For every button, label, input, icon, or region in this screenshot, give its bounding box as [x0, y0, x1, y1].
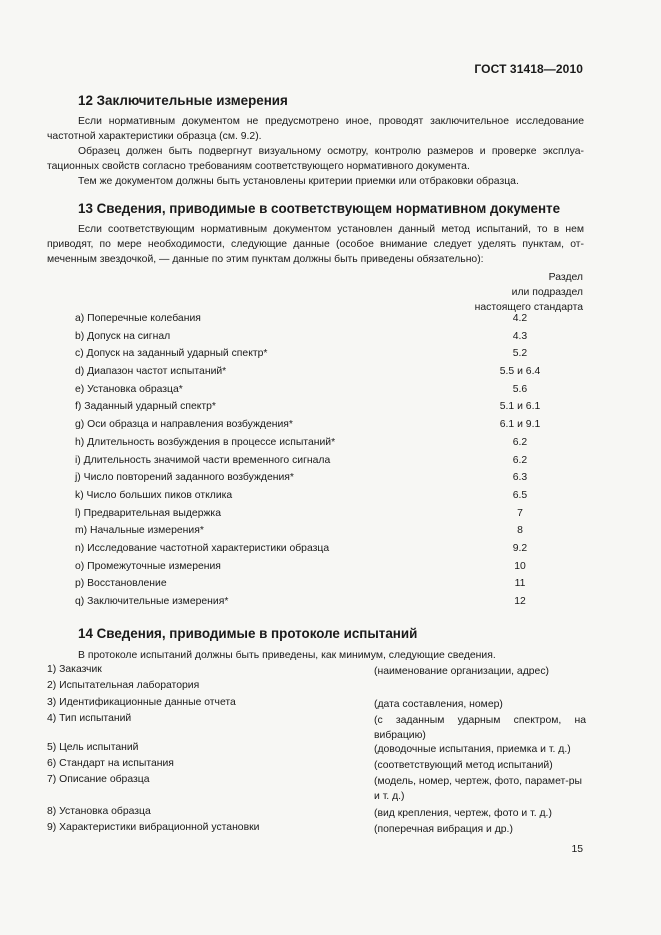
paragraph: Образец должен быть подвергнут визуальному осмотру, контролю размеров и проверке эксплуа-тационных свойств согласно требованиям соответствующего нормативного документа. — [47, 146, 584, 172]
protocol-item-note: (доводочные испытания, приемка и т. д.) — [374, 744, 571, 755]
protocol-item-label: 9) Характеристики вибрационной установки — [47, 822, 260, 833]
list-item — [75, 348, 550, 366]
item-label: q) Заключительные измерения* — [75, 596, 229, 607]
protocol-item-note: (соответствующий метод испытаний) — [374, 760, 553, 771]
list-item — [47, 697, 587, 713]
list-item — [75, 525, 550, 543]
item-label: h) Длительность возбуждения в процессе испытаний* — [75, 436, 336, 448]
column-header-line: или подраздел — [511, 287, 583, 298]
list-item — [75, 508, 550, 526]
protocol-item-label: 5) Цель испытаний — [47, 742, 139, 753]
list-item — [47, 664, 587, 680]
list-item — [75, 384, 550, 402]
protocol-item-note: (наименование организации, адрес) — [374, 666, 549, 677]
item-label: d) Диапазон частот испытаний* — [75, 366, 227, 378]
section-14-intro — [47, 648, 584, 663]
list-item — [75, 561, 550, 579]
item-reference: 10 — [514, 560, 526, 572]
section-12-body — [47, 114, 584, 189]
list-item — [47, 774, 587, 806]
column-header-line: Раздел — [548, 272, 583, 283]
item-reference: 5.5 и 6.4 — [499, 366, 541, 378]
column-header-line: настоящего стандарта — [474, 302, 583, 313]
protocol-item-label: 8) Установка образца — [47, 806, 151, 817]
item-label: g) Оси образца и направления возбуждения* — [75, 419, 293, 431]
list-item — [75, 331, 550, 349]
item-label: k) Число больших пиков отклика — [75, 489, 233, 501]
protocol-item-label: 4) Тип испытаний — [47, 713, 132, 724]
list-item — [75, 472, 550, 490]
list-item — [75, 596, 550, 614]
item-label: c) Допуск на заданный ударный спектр* — [75, 348, 268, 360]
list-item — [47, 822, 587, 838]
protocol-items-list — [47, 664, 587, 838]
protocol-item-note: (с заданным ударным спектром, на вибрацию) — [374, 715, 586, 741]
item-reference: 6.3 — [512, 472, 528, 484]
list-item — [75, 455, 550, 473]
list-item — [75, 543, 550, 561]
item-label: l) Предварительная выдержка — [75, 507, 221, 519]
item-reference: 6.2 — [512, 454, 528, 466]
paragraph: Если соответствующим нормативным документом установлен данный метод испытаний, то в нем приводят, по мере необходимости, следующие данные (особое внимание следует уделять пунктам, от-меченным звездочкой, — данные по этим пунктам должны быть приведены обязательно): — [47, 224, 584, 265]
list-item — [47, 742, 587, 758]
item-reference: 5.6 — [512, 383, 528, 395]
section-14-title: 14 Сведения, приводимые в протоколе испытаний — [78, 626, 418, 641]
reference-column-header — [443, 270, 583, 315]
list-item — [75, 578, 550, 596]
protocol-item-label: 7) Описание образца — [47, 774, 150, 785]
list-item — [47, 806, 587, 822]
list-item — [47, 680, 587, 697]
item-label: e) Установка образца* — [75, 383, 183, 395]
list-item — [75, 366, 550, 384]
item-reference: 4.3 — [512, 330, 528, 342]
item-label: j) Число повторений заданного возбуждения* — [75, 472, 294, 484]
item-reference: 5.2 — [512, 348, 528, 360]
item-reference: 7 — [517, 507, 523, 519]
protocol-item-note: (модель, номер, чертеж, фото, парамет-ры и т. д.) — [374, 776, 582, 802]
paragraph: Тем же документом должны быть установлены критерии приемки или отбраковки образца. — [78, 176, 519, 187]
paragraph: В протоколе испытаний должны быть приведены, как минимум, следующие сведения. — [78, 650, 496, 661]
item-reference: 5.1 и 6.1 — [499, 401, 541, 413]
item-label: o) Промежуточные измерения — [75, 560, 221, 572]
protocol-item-note: (вид крепления, чертеж, фото и т. д.) — [374, 808, 552, 819]
item-reference: 11 — [514, 578, 526, 590]
page-number: 15 — [571, 844, 583, 855]
protocol-item-label: 3) Идентификационные данные отчета — [47, 697, 236, 708]
list-item — [47, 713, 587, 742]
item-reference: 12 — [514, 596, 526, 607]
section-12-title: 12 Заключительные измерения — [78, 93, 288, 108]
document-id: ГОСТ 31418—2010 — [474, 62, 583, 76]
item-label: i) Длительность значимой части временного сигнала — [75, 454, 331, 466]
item-label: a) Поперечные колебания — [75, 313, 201, 324]
protocol-item-note: (дата составления, номер) — [374, 699, 503, 710]
item-reference: 6.2 — [512, 436, 528, 448]
list-item — [75, 313, 550, 331]
paragraph: Если нормативным документом не предусмотрено иное, проводят заключительное исследование частотной характеристики образца (см. 9.2). — [47, 116, 584, 142]
protocol-item-note: (поперечная вибрация и др.) — [374, 824, 513, 835]
data-items-list — [75, 313, 550, 614]
item-label: f) Заданный ударный спектр* — [75, 401, 216, 413]
list-item — [75, 419, 550, 437]
section-13-title: 13 Сведения, приводимые в соответствующем нормативном документе — [78, 201, 561, 216]
item-reference: 9.2 — [512, 542, 528, 554]
item-label: b) Допуск на сигнал — [75, 330, 171, 342]
item-reference: 4.2 — [512, 313, 528, 324]
item-reference: 6.5 — [512, 489, 528, 501]
protocol-item-label: 2) Испытательная лаборатория — [47, 680, 200, 691]
item-reference: 6.1 и 9.1 — [499, 419, 541, 431]
item-label: n) Исследование частотной характеристики образца — [75, 542, 330, 554]
list-item — [47, 758, 587, 774]
section-13-intro — [47, 222, 584, 267]
list-item — [75, 401, 550, 419]
list-item — [75, 437, 550, 455]
item-label: m) Начальные измерения* — [75, 525, 204, 537]
protocol-item-label: 6) Стандарт на испытания — [47, 758, 174, 769]
item-label: p) Восстановление — [75, 578, 167, 590]
protocol-item-label: 1) Заказчик — [47, 664, 102, 675]
list-item — [75, 490, 550, 508]
item-reference: 8 — [517, 525, 523, 537]
